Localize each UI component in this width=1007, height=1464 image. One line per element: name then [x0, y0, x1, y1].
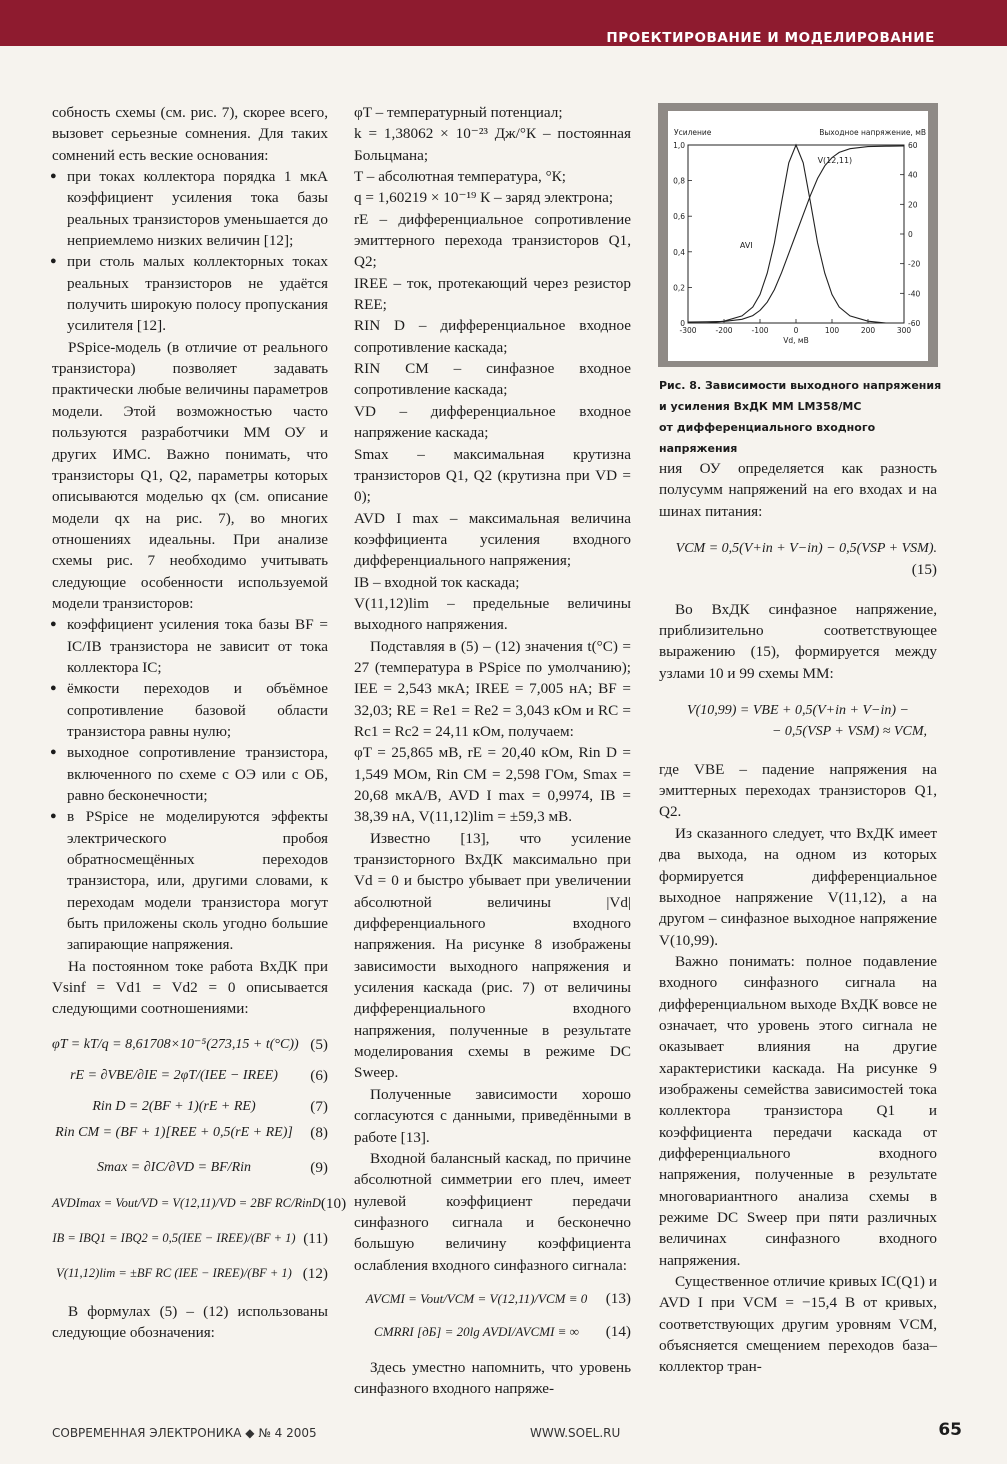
col1-bullets-b — [52, 614, 328, 956]
col3-para1: ния ОУ определяется как разность полусумм напряжений на его входах и на шинах питания: — [659, 460, 937, 520]
figure-8 — [658, 103, 938, 367]
y-left-tick-label: 0,2 — [673, 283, 685, 293]
series-label-v1211: V(12,11) — [817, 155, 853, 165]
section-title: ПРОЕКТИРОВАНИЕ И МОДЕЛИРОВАНИЕ — [606, 30, 935, 46]
definition: rE – дифференциальное сопротивление эмиттерного перехода транзисторов Q1, Q2; — [354, 210, 631, 271]
definition: RIN CM – синфазное входное сопротивление каскада; — [354, 360, 631, 399]
col2-para3: Полученные зависимости хорошо согласуются с данными, приведёнными в работе [13]. — [354, 1085, 631, 1146]
equation-12: V(11,12)lim = ±BF RC (IEE − IREE)/(BF + 1) (12) — [56, 1265, 328, 1283]
equation-15-number: (15) — [911, 561, 937, 579]
y-right-axis-label: Выходное напряжение, мВ — [819, 128, 926, 137]
col1-intro: собность схемы (см. рис. 7), скорее всего, вызовет серьезные сомнения. Для таких сомнений есть веские основания: — [52, 104, 328, 164]
column-2 — [354, 102, 631, 1399]
definition: RIN D – дифференциальное входное сопротивление каскада; — [354, 317, 631, 356]
figure-caption — [659, 375, 949, 459]
definition: IREE – ток, протекающий через резистор REE; — [354, 274, 631, 314]
series-label-avi: AVI — [739, 241, 753, 251]
col1-para3: В формулах (5) – (12) использованы следующие обозначения: — [52, 1302, 328, 1341]
x-tick-label: -200 — [715, 326, 733, 335]
list-item: ● при токах коллектора порядка 1 мкА коэффициент усиления тока базы реальных транзисторов уменьшается до неприемлемо низких величин [12]; — [52, 166, 328, 251]
y-left-axis-label: Усиление — [674, 128, 712, 137]
y-left-tick-label: 0,8 — [673, 176, 685, 186]
col3-para6: Существенное отличие кривых IC(Q1) и AVD I при VCM = −15,4 В от кривых, соответствующих другим уровням VCM, объясняется смещением переходов база–коллектор тран- — [659, 1273, 937, 1376]
list-item: ● ёмкости переходов и объёмное сопротивление базовой области транзистора равны нулю; — [52, 678, 328, 742]
y-right-tick-label: 40 — [908, 170, 918, 180]
col3-para4: Из сказанного следует, что ВхДК имеет два выхода, на одном из которых формируется дифференциальное выходное напряжение V(11,12), а на другом – синфазное выходное напряжение V(10,99). — [659, 824, 937, 949]
y-left-tick-label: 0,4 — [673, 247, 685, 257]
y-right-tick-label: -60 — [908, 319, 921, 328]
series-line-v1211 — [688, 146, 904, 322]
definition: V(11,12)lim – предельные величины выходного напряжения. — [354, 594, 631, 634]
column-1 — [52, 102, 347, 1343]
col3-para3: где VBE – падение напряжения на эмиттерных переходах транзисторов Q1, Q2. — [659, 760, 937, 821]
x-tick-label: -300 — [679, 326, 697, 335]
equation-10: AVDImax = Vout/VD = V(12,11)/VD = 2BF RC/RinD (10) — [52, 1194, 347, 1212]
definition: φT – температурный потенциал; — [354, 104, 563, 121]
list-item: ● при столь малых коллекторных токах реальных транзисторов не удаётся получить широкую полосу пропускания усилителя [12]. — [52, 251, 328, 336]
col3-para5: Важно понимать: полное подавление входного синфазного сигнала на дифференциальном выходе ВхДК вовсе не означает, что уровень этого сигнала не оказывает влияния на другие характеристики каскада. На рисунке 9 изображены семейства зависимостей тока коллектора транзистора Q1 и коэффициента передачи каскада от дифференциального входного напряжения, полученные в результате многовариантного анализа схемы в режиме DC Sweep при пяти различных величинах синфазного входного напряжения. — [659, 952, 937, 1269]
column-3 — [659, 458, 937, 1378]
y-left-tick-label: 0 — [680, 319, 685, 328]
y-right-tick-label: 20 — [908, 200, 918, 210]
equation-v1099: V(10,99) = VBE + 0,5(V+in + V−in) − − 0,5(VSP + VSM) ≈ VCM, — [687, 703, 927, 740]
y-right-tick-label: -20 — [908, 259, 921, 269]
definition: q = 1,60219 × 10⁻¹⁹ К – заряд электрона; — [354, 189, 614, 207]
equation-15: VCM = 0,5(V+in + V−in) − 0,5(VSP + VSM). — [675, 541, 937, 557]
definition: IB – входной ток каскада; — [354, 573, 520, 591]
definition: k = 1,38062 × 10⁻²³ Дж/°К – постоянная Больцмана; — [354, 125, 631, 164]
chart-svg — [668, 111, 928, 361]
x-tick-label: 0 — [793, 326, 799, 335]
equation-6: rE = ∂VBE/∂IE = 2φT/(IEE − IREE) (6) — [70, 1067, 328, 1085]
list-item: ● коэффициент усиления тока базы BF = IC/IB транзистора не зависит от тока коллектора IC; — [52, 614, 328, 678]
caption-line: и усиления ВхДК ММ LM358/MC — [659, 400, 862, 413]
definition: AVD I max – максимальная величина коэффициента усиления входного дифференциального напряжения; — [354, 509, 631, 570]
y-right-tick-label: -40 — [908, 289, 921, 299]
definition: T – абсолютная температура, °К; — [354, 168, 566, 186]
definition: VD – дифференциальное входное напряжение каскада; — [354, 402, 631, 442]
chart-plot — [668, 111, 928, 361]
x-axis-label: Vd, мВ — [783, 336, 809, 345]
x-tick-label: 300 — [896, 326, 912, 335]
definition: Smax – максимальная крутизна транзисторов Q1, Q2 (крутизна при VD = 0); — [354, 445, 631, 506]
equation-9: Smax = ∂IC/∂VD = BF/Rin (9) — [96, 1159, 328, 1177]
col2-para2: Известно [13], что усиление транзисторного ВхДК максимально при Vd = 0 и быстро убывает при увеличении абсолютной величины |Vd| дифференциального входного напряжения. На рисунке 8 изображены зависимости выходного напряжения и усиления каскада (рис. 7) от величины дифференциального входного напряжения, полученные в результате моделирования схемы в режиме DC Sweep. — [354, 829, 631, 1082]
col2-results: φT = 25,865 мВ, rE = 20,40 кОм, Rin D = 1,549 МОм, Rin CM = 2,598 ГОм, Smax = 20,68 мкА/В, AVD I max = 0,9974, IB = 38,39 нА, V(11,12)lim = ±59,3 мВ. — [354, 744, 631, 826]
footer-url: WWW.SOEL.RU — [530, 1426, 621, 1440]
col2-para1: Подставляя в (5) – (12) значения t(°C) = 27 (температура в PSpice по умолчанию); IEE = 2,543 мкА; IREE = 7,005 нА; BF = 32,03; RE = Re1 = Re2 = 3,043 кОм и RC = Rc1 = Rc2 = 24,11 кОм, получаем: — [354, 637, 631, 740]
x-tick-label: 200 — [860, 326, 876, 335]
caption-line: от дифференциального входного напряжения — [659, 421, 876, 455]
list-item: ● выходное сопротивление транзистора, включенного по схеме с ОЭ или с ОБ, равно бесконечности; — [52, 742, 328, 806]
col1-para1: PSpice-модель (в отличие от реального транзистора) позволяет задавать практически любые величины параметров модели. Этой возможностью часто пользуются разработчики ММ ОУ и других ИМС. Важно понимать, что транзисторы Q1, Q2, параметры которых описываются моделью qx (см. описание модели qx на рис. 7), во многих отношениях идеальны. При анализе схемы рис. 7 необходимо учитывать следующие особенности используемой модели транзисторов: — [52, 338, 328, 612]
col1-para2: На постоянном токе работа ВхДК при Vsinf = Vd1 = Vd2 = 0 описывается следующими соотношениями: — [52, 957, 328, 1018]
col3-para2: Во ВхДК синфазное напряжение, приблизительно соответствующее выражению (15), формируется между узлами 10 и 99 схемы ММ: — [659, 600, 937, 682]
col2-para4: Входной балансный каскад, по причине абсолютной симметрии его плеч, имеет нулевой коэффициент передачи синфазного сигнала и бесконечно большую величину коэффициента ослабления входного синфазного сигнала: — [354, 1149, 631, 1274]
y-right-tick-label: 60 — [908, 141, 918, 150]
equation-5: φT = kT/q = 8,61708×10⁻⁵(273,15 + t(°C)) (5) — [52, 1035, 328, 1053]
equation-11: IB = IBQ1 = IBQ2 = 0,5(IEE − IREE)/(BF + 1) (11) — [52, 1229, 328, 1247]
y-left-tick-label: 0,6 — [673, 212, 685, 222]
equation-13: AVCMI = Vout/VCM = V(12,11)/VCM ≡ 0 (13) — [365, 1289, 631, 1307]
caption-line: Рис. 8. Зависимости выходного напряжения — [659, 379, 942, 392]
y-right-tick-label: 0 — [908, 230, 913, 239]
col2-para5: Здесь уместно напомнить, что уровень синфазного входного напряже- — [354, 1358, 631, 1397]
col1-bullets-a — [52, 166, 328, 337]
y-left-tick-label: 1,0 — [673, 141, 685, 150]
equation-8: Rin CM = (BF + 1)[REE + 0,5(rE + RE)] (8) — [55, 1123, 328, 1141]
page-number: 65 — [938, 1420, 962, 1440]
equation-7: Rin D = 2(BF + 1)(rE + RE) (7) — [92, 1098, 328, 1116]
equation-14: CMRRI [дБ] = 20lg AVDI/AVCMI ≡ ∞ (14) — [374, 1323, 631, 1341]
x-tick-label: -100 — [751, 326, 769, 335]
list-item: ● в PSpice не моделируются эффекты электрического пробоя обратносмещённых переходов транзистора, или, другими словами, к переходам модели транзистора могут быть приложены сколь угодно большие запирающие напряжения. — [52, 806, 328, 955]
footer-journal: СОВРЕМЕННАЯ ЭЛЕКТРОНИКА ◆ № 4 2005 — [52, 1426, 317, 1440]
x-tick-label: 100 — [824, 326, 840, 335]
